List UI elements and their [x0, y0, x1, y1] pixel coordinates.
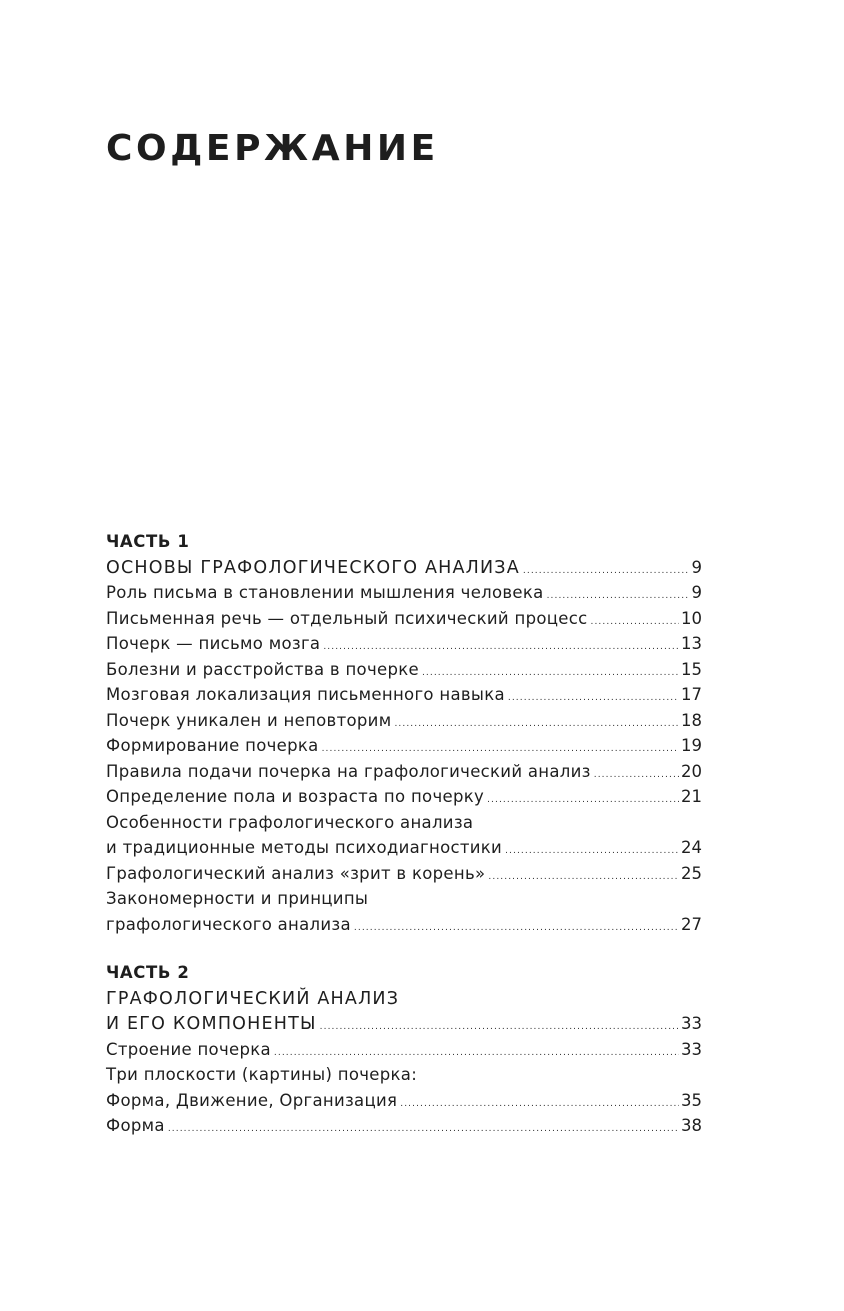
toc-entry[interactable] [106, 631, 702, 657]
toc-entry-page: 9 [691, 583, 702, 602]
toc-entry-page: 21 [681, 787, 702, 806]
toc-entry[interactable] [106, 555, 702, 581]
toc-entry-title: Почерк — письмо мозга [106, 634, 321, 653]
dot-leader [508, 686, 679, 712]
toc-entry[interactable] [106, 1088, 702, 1114]
toc-entry-title: Форма [106, 1116, 165, 1135]
toc-entry-title: Особенности графологического анализа [106, 812, 474, 832]
toc-entry-title: Формирование почерка [106, 736, 319, 755]
toc-entry-page: 33 [681, 1014, 702, 1033]
dot-leader [523, 559, 690, 585]
toc-entry[interactable] [106, 657, 702, 683]
dot-leader [505, 839, 679, 865]
dot-leader [320, 1015, 679, 1041]
page-title: СОДЕРЖАНИЕ [106, 128, 439, 169]
toc-entry-page: 27 [681, 914, 702, 934]
toc-entry[interactable] [106, 606, 702, 632]
toc-entry-title: Правила подачи почерка на графологический анализ [106, 761, 591, 781]
toc-entry-title: Три плоскости (картины) почерка: [106, 1065, 418, 1084]
dot-leader [488, 865, 679, 891]
toc-entry-page: 15 [681, 659, 702, 679]
toc-entry[interactable] [106, 1113, 702, 1139]
toc-entry-title: Почерк уникален и неповторим [106, 710, 392, 730]
toc-entry-title: Определение пола и возраста по почерку [106, 787, 485, 806]
toc-entry-page: 33 [681, 1039, 702, 1059]
toc-entry-title: Роль письма в становлении мышления человека [106, 583, 544, 602]
toc-entry-title: И ЕГО КОМПОНЕНТЫ [106, 1014, 317, 1034]
toc-entry-title: ГРАФОЛОГИЧЕСКИЙ АНАЛИЗ [106, 988, 400, 1009]
toc-part-2 [106, 960, 702, 1139]
toc-entry-page: 10 [681, 608, 702, 628]
toc-entry-page: 13 [681, 634, 702, 653]
dot-leader [394, 712, 679, 738]
dot-leader [354, 916, 679, 942]
toc-entry[interactable] [106, 580, 702, 606]
dot-leader [590, 610, 679, 636]
toc-entry[interactable] [106, 835, 702, 861]
toc-entry-page: 19 [681, 736, 702, 755]
toc-part-1 [106, 529, 702, 937]
toc-entry[interactable] [106, 682, 702, 708]
toc-entry-title: ОСНОВЫ ГРАФОЛОГИЧЕСКОГО АНАЛИЗА [106, 557, 520, 578]
toc-entry-page: 25 [681, 863, 702, 883]
toc-entry[interactable] [106, 912, 702, 938]
toc-entry-title: Форма, Движение, Организация [106, 1090, 398, 1110]
dot-leader [168, 1117, 679, 1143]
toc-entry-title: Строение почерка [106, 1039, 271, 1059]
toc-entry-title: Графологический анализ «зрит в корень» [106, 863, 486, 883]
toc-entry-line-1[interactable] [106, 986, 702, 1012]
dot-leader [487, 788, 679, 814]
toc-entry-page: 9 [691, 557, 702, 577]
toc-entry-page: 24 [681, 838, 702, 857]
toc-entry-title: Болезни и расстройства в почерке [106, 659, 419, 679]
toc-entry-page: 20 [681, 761, 702, 781]
dot-leader [400, 1092, 679, 1118]
toc-entry-title: Закономерности и принципы [106, 889, 369, 908]
toc-entry-title: Мозговая локализация письменного навыка [106, 685, 505, 704]
toc-entry-title: Письменная речь — отдельный психический процесс [106, 608, 588, 628]
toc-entry-page: 18 [681, 710, 702, 730]
toc-entry[interactable] [106, 733, 702, 759]
toc-entry[interactable] [106, 759, 702, 785]
toc-entry-page: 38 [681, 1116, 702, 1135]
part-heading: ЧАСТЬ 2 [106, 963, 190, 982]
toc-entry-title: и традиционные методы психодиагностики [106, 838, 503, 857]
toc-entry[interactable] [106, 708, 702, 734]
toc-entry-title: графологического анализа [106, 914, 351, 934]
toc-entry-page: 35 [681, 1090, 702, 1110]
part-heading: ЧАСТЬ 1 [106, 532, 190, 551]
dot-leader [594, 763, 679, 789]
toc-entry[interactable] [106, 1037, 702, 1063]
toc-entry[interactable] [106, 1011, 702, 1037]
toc-entry[interactable] [106, 784, 702, 810]
toc-entry-page: 17 [681, 685, 702, 704]
toc-entry[interactable] [106, 861, 702, 887]
